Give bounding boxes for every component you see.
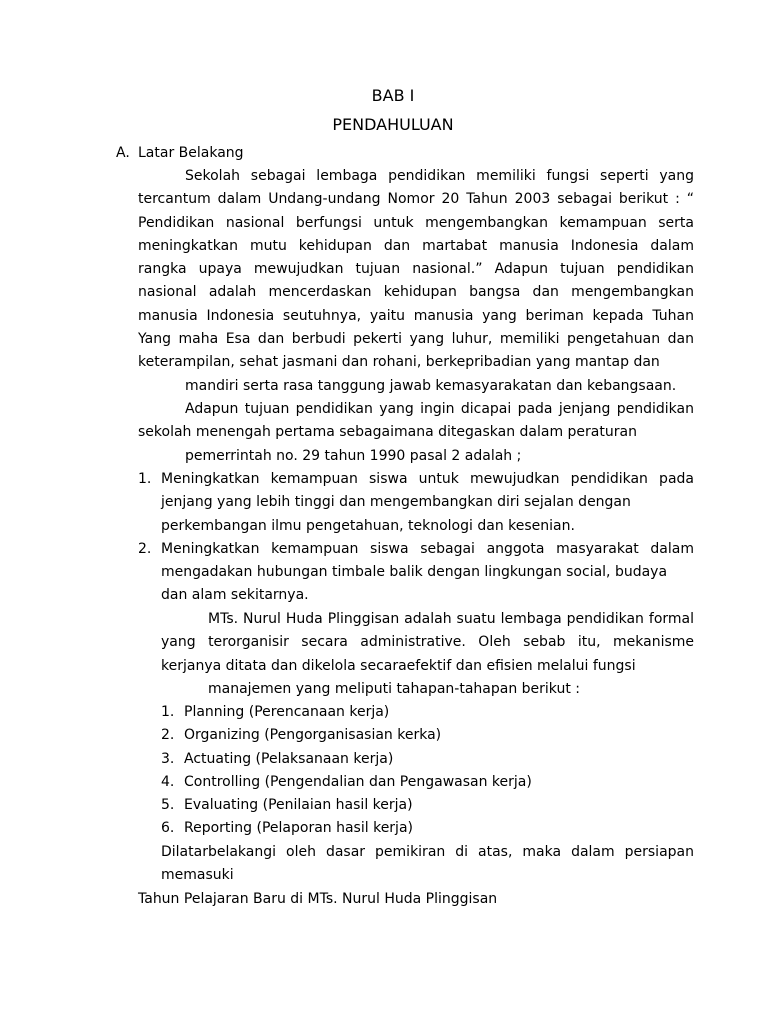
list-item-text: Meningkatkan kemampuan siswa sebagai anggota masyarakat dalam mengadakan hubungan timbale balik dengan lingkungan social, budaya <box>161 540 694 581</box>
list-item-last-line: dan alam sekitarnya. <box>161 587 309 604</box>
section-letter: A. <box>116 145 130 161</box>
paragraph-last-line: manajemen yang meliputi tahapan-tahapan berikut : <box>208 680 581 697</box>
paragraph-background <box>138 165 694 398</box>
list-item-text: Planning (Perencanaan kerja) <box>184 704 390 720</box>
paragraph-main-text: Adapun tujuan pendidikan yang ingin dicapai pada jenjang pendidikan sekolah menengah pertama sebagaimana ditegaskan dalam peraturan <box>138 401 694 441</box>
list-item <box>161 771 532 794</box>
list-item <box>138 538 694 608</box>
list-item <box>138 468 694 538</box>
closing-paragraph: Dilatarbelakangi oleh dasar pemikiran di atas, maka dalam persiapan memasuki <box>161 844 694 884</box>
list-number: 2. <box>161 727 175 744</box>
list-number: 2. <box>138 540 152 557</box>
paragraph-text <box>161 608 694 701</box>
section-heading <box>116 142 244 165</box>
list-item <box>161 817 532 840</box>
list-item-text: Meningkatkan kemampuan siswa untuk mewujudkan pendidikan pada jenjang yang lebih tinggi dan mengembangkan diri sejalan dengan <box>161 471 694 511</box>
paragraph-text <box>138 398 694 468</box>
list-item-text: Reporting (Pelaporan hasil kerja) <box>184 820 413 837</box>
chapter-heading: BAB I <box>371 86 415 105</box>
list-item-text: Actuating (Pelaksanaan kerja) <box>184 750 394 767</box>
chapter-title: PENDAHULUAN <box>332 115 454 134</box>
list-item-text: Controlling (Pengendalian dan Pengawasan kerja) <box>184 773 532 790</box>
list-item <box>161 748 532 771</box>
list-number: 3. <box>161 750 175 767</box>
list-item-text: Organizing (Pengorganisasian kerka) <box>184 727 442 744</box>
paragraph-main-text: MTs. Nurul Huda Plinggisan adalah suatu lembaga pendidikan formal yang terorganisir secara administrative. Oleh sebab itu, mekanisme kerjanya ditata dan dikelola secaraefektif dan efisien melalui fungsi <box>161 611 694 674</box>
list-number: 1. <box>161 704 175 720</box>
list-number: 6. <box>161 820 175 837</box>
list-number: 1. <box>138 471 152 487</box>
list-item <box>161 794 532 817</box>
list-item-last-line: perkembangan ilmu pengetahuan, teknologi dan kesenian. <box>161 517 575 534</box>
final-line: Tahun Pelajaran Baru di MTs. Nurul Huda Plinggisan <box>138 891 498 907</box>
objectives-list <box>138 468 694 608</box>
paragraph-last-line: mandiri serta rasa tanggung jawab kemasyarakatan dan kebangsaan. <box>185 377 677 394</box>
list-number: 4. <box>161 773 175 790</box>
section-title-text: Latar Belakang <box>138 145 244 161</box>
list-item <box>161 701 532 724</box>
list-item <box>161 724 532 747</box>
list-number: 5. <box>161 797 175 814</box>
management-steps-list <box>161 701 532 841</box>
paragraph-last-line: pemerrintah no. 29 tahun 1990 pasal 2 adalah ; <box>185 447 522 464</box>
paragraph-management <box>161 608 694 701</box>
paragraph-text <box>138 165 694 398</box>
list-item-text: Evaluating (Penilaian hasil kerja) <box>184 797 413 814</box>
paragraph-main-text: Sekolah sebagai lembaga pendidikan memiliki fungsi seperti yang tercantum dalam Undang-undang Nomor 20 Tahun 2003 sebagai berikut : “ Pendidikan nasional berfungsi untuk mengembangkan kemampuan serta meningkatkan mutu kehidupan dan martabat manusia Indonesia dalam rangka upaya mewujudkan tujuan nasional.” Adapun tujuan pendidikan nasional adalah mencerdaskan kehidupan bangsa dan mengembangkan manusia Indonesia seutuhnya, yaitu manusia yang beriman kepada Tuhan Yang maha Esa dan berbudi pekerti yang luhur, memiliki pengetahuan dan keterampilan, sehat jasmani dan rohani, berkepribadian yang mantap dan <box>138 168 694 371</box>
paragraph-objectives-intro <box>138 398 694 468</box>
